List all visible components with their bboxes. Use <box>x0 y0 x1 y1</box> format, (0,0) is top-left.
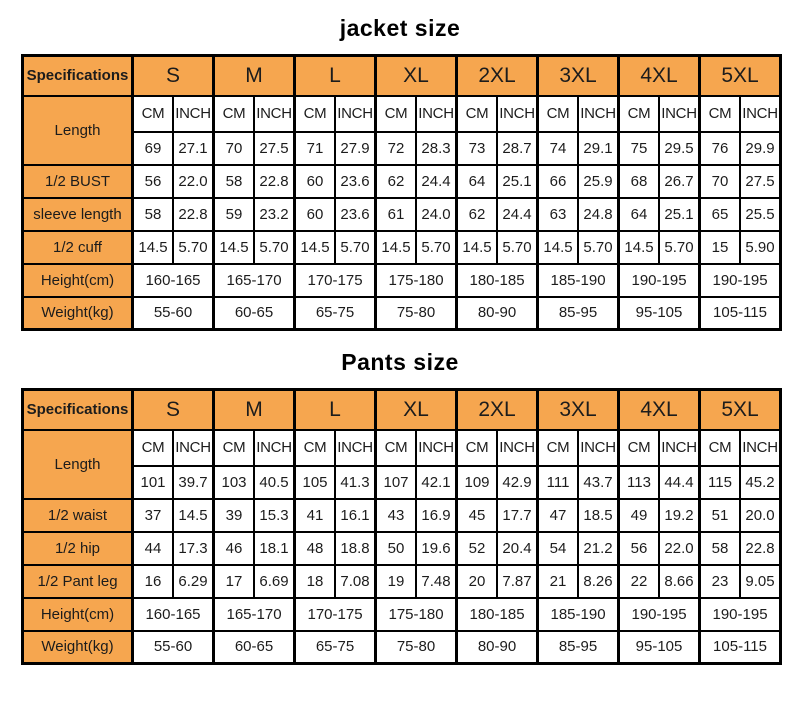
row-label: 1/2 Pant leg <box>23 565 133 598</box>
value-inch: 7.87 <box>497 565 538 598</box>
value-cm: 68 <box>619 165 660 198</box>
row-label: Weight(kg) <box>23 297 133 330</box>
value-inch: 24.4 <box>416 165 457 198</box>
value-range: 165-170 <box>214 598 295 631</box>
value-cm: 22 <box>619 565 660 598</box>
row-label: Weight(kg) <box>23 631 133 664</box>
value-cm: 56 <box>133 165 174 198</box>
row-label: Length <box>23 96 133 165</box>
value-inch: 26.7 <box>659 165 700 198</box>
value-cm: 76 <box>700 132 741 165</box>
value-cm: 43 <box>376 499 417 532</box>
value-cm: 48 <box>295 532 336 565</box>
value-range: 105-115 <box>700 297 781 330</box>
value-range: 170-175 <box>295 598 376 631</box>
value-inch: 15.3 <box>254 499 295 532</box>
pants-table-title: Pants size <box>341 349 459 375</box>
unit-cm-header: CM <box>133 96 174 132</box>
unit-inch-header: INCH <box>254 96 295 132</box>
value-cm: 109 <box>457 466 498 499</box>
value-cm: 115 <box>700 466 741 499</box>
value-inch: 27.1 <box>173 132 214 165</box>
value-inch: 16.9 <box>416 499 457 532</box>
value-inch: 6.69 <box>254 565 295 598</box>
size-header-5xl: 5XL <box>700 390 781 430</box>
value-range: 170-175 <box>295 264 376 297</box>
value-inch: 42.1 <box>416 466 457 499</box>
value-cm: 45 <box>457 499 498 532</box>
value-inch: 5.70 <box>659 231 700 264</box>
value-cm: 19 <box>376 565 417 598</box>
value-inch: 18.5 <box>578 499 619 532</box>
unit-inch-header: INCH <box>740 96 781 132</box>
value-inch: 39.7 <box>173 466 214 499</box>
value-inch: 5.70 <box>173 231 214 264</box>
jacket-size-table <box>21 54 782 331</box>
size-header-3xl: 3XL <box>538 56 619 96</box>
unit-inch-header: INCH <box>740 430 781 466</box>
pants-size-table <box>21 388 782 665</box>
jacket-table-title: jacket size <box>339 15 461 41</box>
value-inch: 5.70 <box>335 231 376 264</box>
value-cm: 63 <box>538 198 579 231</box>
spec-header: Specifications <box>23 56 133 96</box>
value-cm: 14.5 <box>133 231 174 264</box>
row-label: 1/2 BUST <box>23 165 133 198</box>
value-inch: 20.4 <box>497 532 538 565</box>
value-cm: 65 <box>700 198 741 231</box>
size-header-s: S <box>133 390 214 430</box>
value-cm: 16 <box>133 565 174 598</box>
value-cm: 14.5 <box>376 231 417 264</box>
value-cm: 47 <box>538 499 579 532</box>
value-inch: 19.6 <box>416 532 457 565</box>
unit-cm-header: CM <box>133 430 174 466</box>
unit-inch-header: INCH <box>173 96 214 132</box>
value-cm: 61 <box>376 198 417 231</box>
value-cm: 44 <box>133 532 174 565</box>
value-cm: 37 <box>133 499 174 532</box>
unit-inch-header: INCH <box>416 430 457 466</box>
value-inch: 17.7 <box>497 499 538 532</box>
unit-cm-header: CM <box>214 96 255 132</box>
value-range: 175-180 <box>376 264 457 297</box>
value-inch: 22.8 <box>254 165 295 198</box>
unit-cm-header: CM <box>700 430 741 466</box>
value-cm: 69 <box>133 132 174 165</box>
value-range: 55-60 <box>133 297 214 330</box>
value-inch: 7.48 <box>416 565 457 598</box>
unit-inch-header: INCH <box>173 430 214 466</box>
row-label: sleeve length <box>23 198 133 231</box>
value-inch: 18.8 <box>335 532 376 565</box>
value-inch: 44.4 <box>659 466 700 499</box>
value-cm: 64 <box>457 165 498 198</box>
value-inch: 41.3 <box>335 466 376 499</box>
unit-cm-header: CM <box>457 430 498 466</box>
value-inch: 5.90 <box>740 231 781 264</box>
value-range: 165-170 <box>214 264 295 297</box>
value-inch: 24.4 <box>497 198 538 231</box>
value-cm: 23 <box>700 565 741 598</box>
value-inch: 27.5 <box>254 132 295 165</box>
unit-cm-header: CM <box>295 430 336 466</box>
value-cm: 20 <box>457 565 498 598</box>
value-cm: 56 <box>619 532 660 565</box>
row-label: 1/2 waist <box>23 499 133 532</box>
value-range: 80-90 <box>457 297 538 330</box>
value-cm: 14.5 <box>619 231 660 264</box>
value-range: 85-95 <box>538 297 619 330</box>
value-cm: 14.5 <box>295 231 336 264</box>
value-range: 75-80 <box>376 297 457 330</box>
value-range: 80-90 <box>457 631 538 664</box>
value-cm: 66 <box>538 165 579 198</box>
value-inch: 25.1 <box>659 198 700 231</box>
value-cm: 101 <box>133 466 174 499</box>
unit-cm-header: CM <box>457 96 498 132</box>
spec-header: Specifications <box>23 390 133 430</box>
unit-cm-header: CM <box>619 96 660 132</box>
value-inch: 28.3 <box>416 132 457 165</box>
value-cm: 107 <box>376 466 417 499</box>
value-inch: 8.26 <box>578 565 619 598</box>
value-range: 190-195 <box>619 598 700 631</box>
size-header-l: L <box>295 56 376 96</box>
unit-inch-header: INCH <box>254 430 295 466</box>
value-inch: 14.5 <box>173 499 214 532</box>
size-header-2xl: 2XL <box>457 390 538 430</box>
value-range: 180-185 <box>457 264 538 297</box>
value-inch: 23.6 <box>335 165 376 198</box>
value-inch: 29.1 <box>578 132 619 165</box>
unit-cm-header: CM <box>295 96 336 132</box>
value-range: 85-95 <box>538 631 619 664</box>
value-inch: 25.5 <box>740 198 781 231</box>
value-cm: 113 <box>619 466 660 499</box>
size-header-xl: XL <box>376 56 457 96</box>
value-inch: 16.1 <box>335 499 376 532</box>
value-inch: 23.2 <box>254 198 295 231</box>
value-inch: 24.0 <box>416 198 457 231</box>
value-cm: 73 <box>457 132 498 165</box>
value-cm: 18 <box>295 565 336 598</box>
unit-inch-header: INCH <box>578 430 619 466</box>
value-inch: 22.0 <box>173 165 214 198</box>
unit-inch-header: INCH <box>497 96 538 132</box>
size-header-m: M <box>214 390 295 430</box>
value-range: 175-180 <box>376 598 457 631</box>
unit-inch-header: INCH <box>659 96 700 132</box>
row-label: 1/2 cuff <box>23 231 133 264</box>
value-range: 60-65 <box>214 631 295 664</box>
value-cm: 50 <box>376 532 417 565</box>
value-inch: 45.2 <box>740 466 781 499</box>
value-cm: 60 <box>295 198 336 231</box>
value-cm: 51 <box>700 499 741 532</box>
value-range: 65-75 <box>295 297 376 330</box>
unit-inch-header: INCH <box>497 430 538 466</box>
value-cm: 70 <box>700 165 741 198</box>
value-cm: 105 <box>295 466 336 499</box>
size-header-xl: XL <box>376 390 457 430</box>
value-inch: 27.5 <box>740 165 781 198</box>
value-inch: 28.7 <box>497 132 538 165</box>
value-range: 95-105 <box>619 297 700 330</box>
unit-inch-header: INCH <box>335 430 376 466</box>
row-label: 1/2 hip <box>23 532 133 565</box>
value-inch: 27.9 <box>335 132 376 165</box>
value-cm: 49 <box>619 499 660 532</box>
value-range: 190-195 <box>700 598 781 631</box>
value-inch: 19.2 <box>659 499 700 532</box>
size-header-5xl: 5XL <box>700 56 781 96</box>
value-range: 185-190 <box>538 264 619 297</box>
value-range: 65-75 <box>295 631 376 664</box>
value-range: 160-165 <box>133 598 214 631</box>
value-inch: 29.9 <box>740 132 781 165</box>
value-cm: 72 <box>376 132 417 165</box>
value-inch: 23.6 <box>335 198 376 231</box>
value-cm: 75 <box>619 132 660 165</box>
value-cm: 64 <box>619 198 660 231</box>
value-range: 160-165 <box>133 264 214 297</box>
value-cm: 21 <box>538 565 579 598</box>
size-header-m: M <box>214 56 295 96</box>
value-inch: 22.8 <box>740 532 781 565</box>
value-inch: 9.05 <box>740 565 781 598</box>
value-inch: 25.1 <box>497 165 538 198</box>
value-inch: 7.08 <box>335 565 376 598</box>
value-inch: 43.7 <box>578 466 619 499</box>
value-inch: 29.5 <box>659 132 700 165</box>
unit-inch-header: INCH <box>416 96 457 132</box>
value-range: 105-115 <box>700 631 781 664</box>
value-inch: 5.70 <box>578 231 619 264</box>
value-cm: 62 <box>457 198 498 231</box>
value-cm: 58 <box>133 198 174 231</box>
value-cm: 74 <box>538 132 579 165</box>
value-cm: 59 <box>214 198 255 231</box>
value-range: 185-190 <box>538 598 619 631</box>
size-header-4xl: 4XL <box>619 56 700 96</box>
row-label: Length <box>23 430 133 499</box>
value-inch: 40.5 <box>254 466 295 499</box>
unit-cm-header: CM <box>214 430 255 466</box>
size-header-s: S <box>133 56 214 96</box>
value-cm: 39 <box>214 499 255 532</box>
unit-cm-header: CM <box>376 430 417 466</box>
value-inch: 5.70 <box>254 231 295 264</box>
value-cm: 60 <box>295 165 336 198</box>
value-range: 55-60 <box>133 631 214 664</box>
value-inch: 6.29 <box>173 565 214 598</box>
value-cm: 15 <box>700 231 741 264</box>
value-range: 75-80 <box>376 631 457 664</box>
value-cm: 70 <box>214 132 255 165</box>
value-cm: 58 <box>214 165 255 198</box>
value-inch: 8.66 <box>659 565 700 598</box>
value-inch: 18.1 <box>254 532 295 565</box>
value-inch: 22.0 <box>659 532 700 565</box>
value-inch: 24.8 <box>578 198 619 231</box>
size-header-2xl: 2XL <box>457 56 538 96</box>
value-cm: 52 <box>457 532 498 565</box>
size-header-3xl: 3XL <box>538 390 619 430</box>
row-label: Height(cm) <box>23 598 133 631</box>
unit-cm-header: CM <box>700 96 741 132</box>
row-label: Height(cm) <box>23 264 133 297</box>
value-inch: 25.9 <box>578 165 619 198</box>
value-cm: 14.5 <box>457 231 498 264</box>
value-range: 190-195 <box>619 264 700 297</box>
value-cm: 54 <box>538 532 579 565</box>
value-cm: 14.5 <box>214 231 255 264</box>
value-inch: 21.2 <box>578 532 619 565</box>
value-range: 60-65 <box>214 297 295 330</box>
value-inch: 5.70 <box>416 231 457 264</box>
size-header-4xl: 4XL <box>619 390 700 430</box>
unit-inch-header: INCH <box>659 430 700 466</box>
value-range: 190-195 <box>700 264 781 297</box>
unit-cm-header: CM <box>619 430 660 466</box>
value-cm: 71 <box>295 132 336 165</box>
value-inch: 42.9 <box>497 466 538 499</box>
value-range: 180-185 <box>457 598 538 631</box>
value-inch: 5.70 <box>497 231 538 264</box>
value-cm: 46 <box>214 532 255 565</box>
value-inch: 20.0 <box>740 499 781 532</box>
unit-cm-header: CM <box>538 430 579 466</box>
size-header-l: L <box>295 390 376 430</box>
unit-cm-header: CM <box>376 96 417 132</box>
value-cm: 58 <box>700 532 741 565</box>
value-range: 95-105 <box>619 631 700 664</box>
value-cm: 62 <box>376 165 417 198</box>
unit-inch-header: INCH <box>335 96 376 132</box>
unit-inch-header: INCH <box>578 96 619 132</box>
value-cm: 17 <box>214 565 255 598</box>
value-inch: 17.3 <box>173 532 214 565</box>
value-cm: 111 <box>538 466 579 499</box>
value-cm: 41 <box>295 499 336 532</box>
value-cm: 14.5 <box>538 231 579 264</box>
unit-cm-header: CM <box>538 96 579 132</box>
value-inch: 22.8 <box>173 198 214 231</box>
value-cm: 103 <box>214 466 255 499</box>
